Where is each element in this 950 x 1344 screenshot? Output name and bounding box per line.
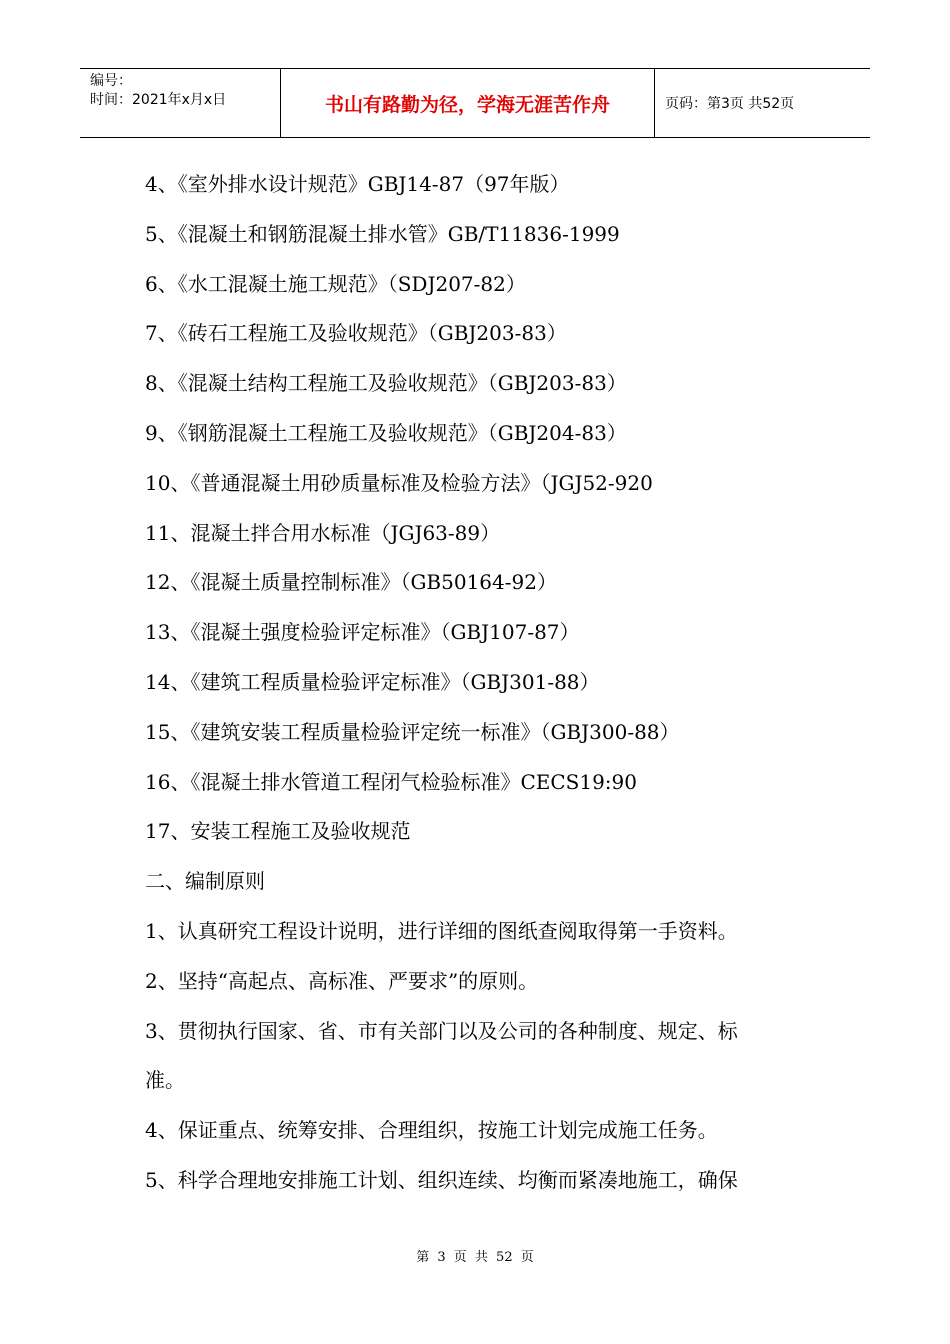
- page-footer: 第 3 页 共 52 页: [416, 1250, 534, 1265]
- header-page-info: 页码：第3页 共52页: [665, 96, 795, 112]
- time-label: 时间：2021年x月x日: [90, 92, 227, 108]
- text-line: 1、认真研究工程设计说明，进行详细的图纸查阅取得第一手资料。: [145, 918, 738, 943]
- text-line: 10、《普通混凝土用砂质量标准及检验方法》（JGJ52-920: [145, 470, 653, 495]
- text-line: 3、贯彻执行国家、省、市有关部门以及公司的各种制度、规定、标: [145, 1018, 738, 1043]
- text-line: 9、《钢筋混凝土工程施工及验收规范》（GBJ204-83）: [145, 420, 627, 445]
- text-line: 14、《建筑工程质量检验评定标准》（GBJ301-88）: [145, 669, 600, 694]
- text-line: 准。: [145, 1068, 185, 1093]
- text-line: 4、《室外排水设计规范》GBJ14-87（97年版）: [145, 172, 570, 196]
- section-heading: 二、编制原则: [145, 869, 265, 894]
- text-line: 12、《混凝土质量控制标准》（GB50164-92）: [145, 570, 557, 595]
- text-line: 13、《混凝土强度检验评定标准》（GBJ107-87）: [145, 620, 580, 645]
- header-meta: [80, 69, 281, 137]
- text-line: 7、《砖石工程施工及验收规范》（GBJ203-83）: [145, 321, 567, 346]
- text-line: 6、《水工混凝土施工规范》（SDJ207-82）: [145, 271, 526, 296]
- header-motto: 书山有路勤为径，学海无涯苦作舟: [281, 69, 655, 137]
- text-line: 16、《混凝土排水管道工程闭气检验标准》CECS19:90: [145, 769, 637, 794]
- text-line: 2、坚持“高起点、高标准、严要求”的原则。: [145, 968, 539, 993]
- text-line: 11、混凝土拌合用水标准（JGJ63-89）: [145, 520, 501, 545]
- number-label: 编号：: [90, 73, 132, 89]
- text-line: 4、保证重点、统筹安排、合理组织，按施工计划完成施工任务。: [145, 1118, 718, 1143]
- document-body: [145, 160, 825, 1206]
- text-line: 5、科学合理地安排施工计划、组织连续、均衡而紧凑地施工，确保: [145, 1167, 738, 1192]
- text-line: 8、《混凝土结构工程施工及验收规范》（GBJ203-83）: [145, 371, 627, 396]
- text-line: 17、安装工程施工及验收规范: [145, 819, 411, 844]
- page-header: [80, 68, 870, 138]
- text-line: 5、《混凝土和钢筋混凝土排水管》GB/T11836-1999: [145, 221, 620, 246]
- text-line: 15、《建筑安装工程质量检验评定统一标准》（GBJ300-88）: [145, 719, 680, 744]
